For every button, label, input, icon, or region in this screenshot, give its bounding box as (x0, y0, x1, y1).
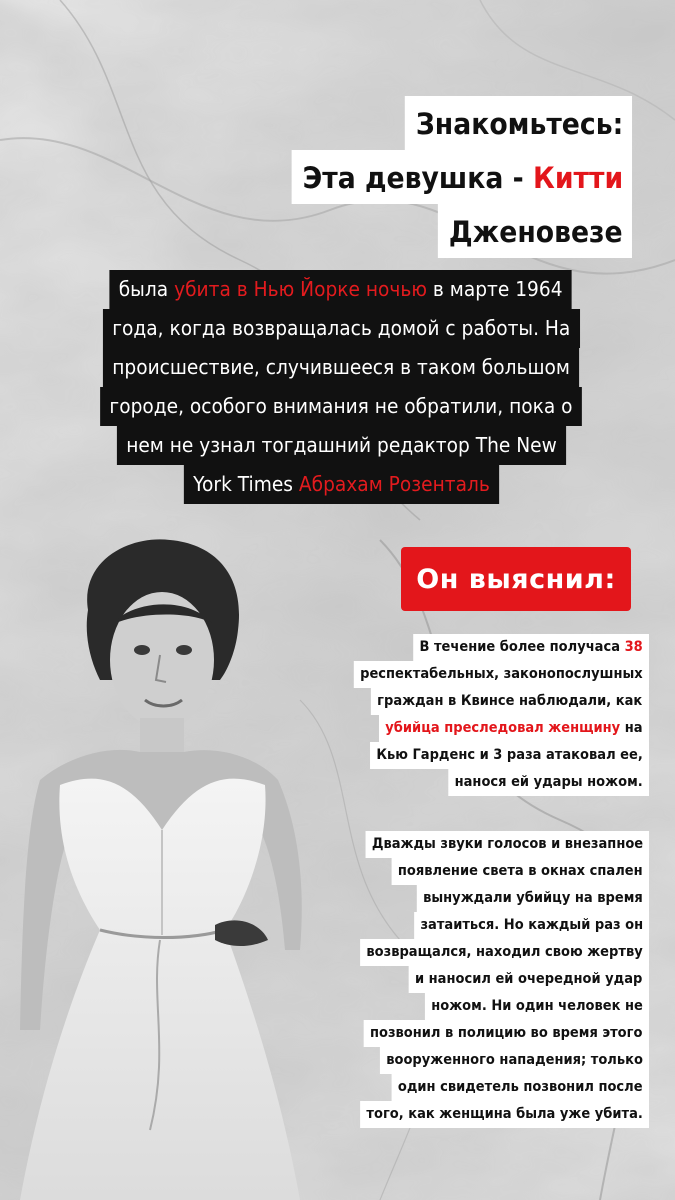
finding-2-line: один свидетель позвонил после (392, 1074, 649, 1101)
story-highlight: убита в Нью Йорке ночью (174, 277, 428, 301)
finding-text: на (620, 720, 643, 736)
finding-2-line: возвращался, находил свою жертву (360, 939, 649, 966)
finding-1-line-4 (379, 715, 649, 742)
finding-2-line: ножом. Ни один человек не (425, 993, 649, 1020)
title-line-2-prefix: Эта девушка - (302, 161, 533, 195)
finding-2-line: вооруженного нападения; только (380, 1047, 649, 1074)
finding-2-block (328, 831, 649, 1128)
finding-1-block (321, 634, 649, 796)
finding-2-line: позвонил в полицию во время этого (364, 1020, 649, 1047)
finding-1-line-3: граждан в Квинсе наблюдали, как (371, 688, 649, 715)
finding-2-line: и наносил ей очередной удар (409, 966, 649, 993)
title-line-2 (291, 150, 632, 204)
finding-text: В течение более получаса (419, 639, 625, 655)
story-highlight: Абрахам Розенталь (298, 472, 490, 496)
title-line-1: Знакомьтесь: (404, 96, 632, 150)
story-line-3: происшествие, случившееся в таком большом (103, 348, 579, 387)
woman-photo (0, 530, 330, 1200)
story-text: была (119, 277, 175, 301)
finding-2-line: того, как женщина была уже убита. (360, 1101, 649, 1128)
finding-1-line-2: респектабельных, законопослушных (354, 661, 649, 688)
story-line-2: года, когда возвращалась домой с работы. На (103, 309, 580, 348)
story-line-4: городе, особого внимания не обратили, пока о (100, 387, 582, 426)
title-name-first: Китти (532, 161, 623, 195)
story-block (38, 270, 644, 504)
finding-highlight: 38 (624, 639, 643, 655)
finding-2-line: появление света в окнах спален (392, 858, 649, 885)
finding-2-line: затаиться. Но каждый раз он (414, 912, 649, 939)
finding-1-line-1 (413, 634, 649, 661)
story-line-1 (110, 270, 572, 309)
title-name-last: Дженовезе (438, 204, 632, 258)
finding-highlight: убийца преследовал женщину (385, 720, 621, 736)
subtitle-badge: Он выяснил: (401, 547, 631, 611)
title-block (262, 96, 632, 258)
story-text: York Times (192, 472, 299, 496)
story-line-5: нем не узнал тогдашний редактор The New (116, 426, 565, 465)
story-text: в марте 1964 (427, 277, 563, 301)
story-line-6 (183, 465, 498, 504)
finding-2-line: вынуждали убийцу на время (417, 885, 649, 912)
finding-2-line: Дважды звуки голосов и внезапное (365, 831, 649, 858)
finding-1-line-5: Кью Гарденс и 3 раза атаковал ее, (370, 742, 649, 769)
finding-1-line-6: нанося ей удары ножом. (448, 769, 649, 796)
